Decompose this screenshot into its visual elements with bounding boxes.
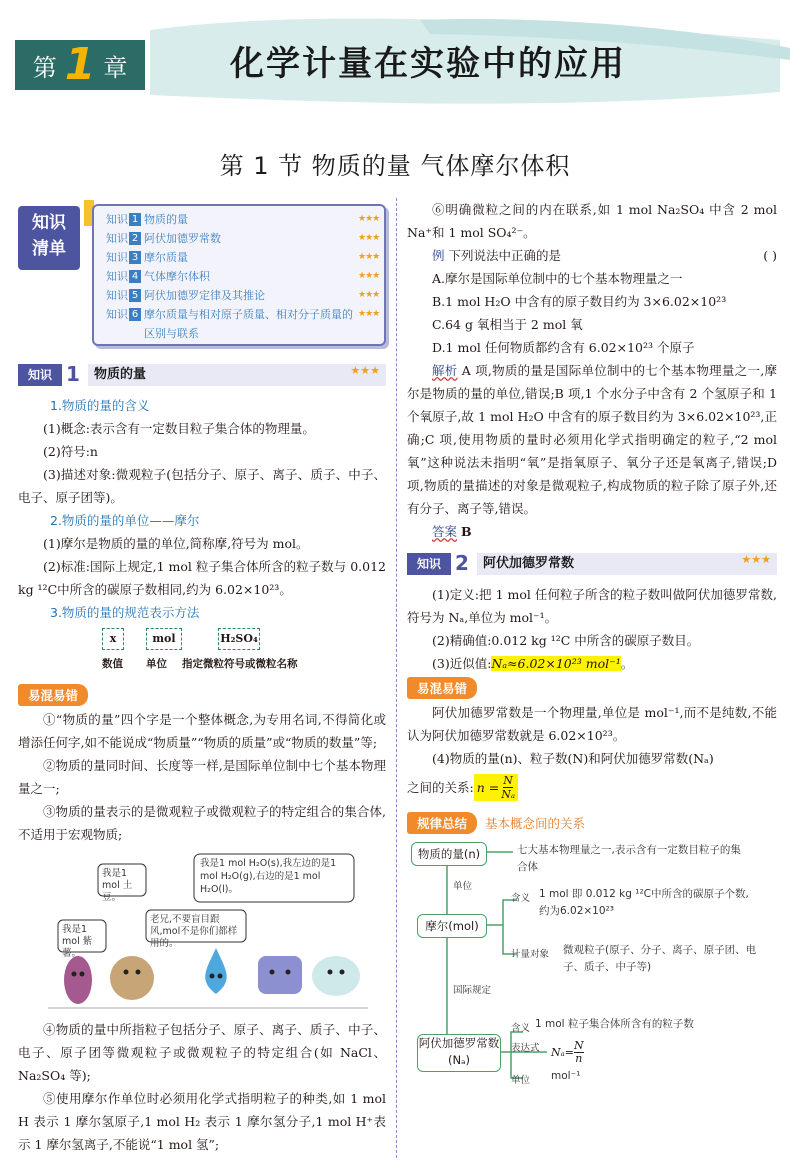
summary-tag: 规律总结 xyxy=(407,812,477,834)
item-number: 5 xyxy=(129,289,141,302)
knowledge-list-tag xyxy=(18,206,80,270)
knowledge-list-tag-line2: 清单 xyxy=(32,239,66,259)
approx-prefix: (3)近似值: xyxy=(432,656,492,671)
expression-denominator: n xyxy=(575,1052,583,1065)
speech-bubble-text: 老兄,不要盲目跟风,mol不是你们都样用的。 xyxy=(150,914,238,949)
concept-box-mole: 摩尔(mol) xyxy=(417,914,487,938)
knowledge-2-heading xyxy=(407,551,777,577)
item-number: 2 xyxy=(129,232,141,245)
chapter-prefix: 第 xyxy=(32,53,57,82)
star-rating-icon: ★★★ xyxy=(741,553,771,566)
connector-label: 单位 xyxy=(453,881,473,892)
connector-label: 计量对象 xyxy=(511,949,550,960)
paragraph: ⑥明确微粒之间的内在联系,如 1 mol Na₂SO₄ 中含 2 mol Na⁺和 1 mol SO₄²⁻。 xyxy=(407,202,777,240)
item-prefix: 知识 xyxy=(106,289,128,302)
section-title: 第 1 节 物质的量 气体摩尔体积 xyxy=(219,152,571,180)
item-title: 阿伏加德罗常数 xyxy=(144,232,221,245)
paragraph: 阿伏加德罗常数是一个物理量,单位是 mol⁻¹,而不是纯数,不能认为阿伏加德罗常数就是 6.02×10²³。 xyxy=(407,705,777,743)
speech-bubble-text: 我是1 mol 土豆。 xyxy=(102,868,133,903)
concept-description: mol⁻¹ xyxy=(551,1070,581,1082)
chapter-number: 1 xyxy=(64,39,96,90)
summary-title: 基本概念间的关系 xyxy=(485,816,586,831)
knowledge-list xyxy=(18,198,386,348)
subheading: 2.物质的量的单位——摩尔 xyxy=(50,513,200,528)
speech-bubble-text: 我是1 mol 紫薯。 xyxy=(62,924,93,959)
connector-label: 含义 xyxy=(511,1023,531,1034)
connector-label: 表达式 xyxy=(511,1043,540,1054)
star-rating-icon: ★★★ xyxy=(358,252,380,262)
answer-label: 答案 xyxy=(432,524,458,539)
concept-description: 微观粒子(原子、分子、离子、原子团、电子、质子、中子等) xyxy=(563,944,757,973)
option-d: D.1 mol 任何物质都约含有 6.02×10²³ 个原子 xyxy=(432,340,695,355)
star-rating-icon: ★★★ xyxy=(358,233,380,243)
option-a: A.摩尔是国际单位制中的七个基本物理量之一 xyxy=(432,271,683,286)
connector-label: 国际规定 xyxy=(453,985,492,996)
quantity-notation-diagram xyxy=(18,628,386,676)
star-rating-icon: ★★★ xyxy=(358,214,380,224)
item-title: 气体摩尔体积 xyxy=(144,270,210,283)
knowledge-tag: 知识 xyxy=(18,364,62,386)
answer xyxy=(407,520,777,543)
knowledge-list-item[interactable] xyxy=(94,305,384,343)
paragraph: ①“物质的量”四个字是一个整体概念,为专用名词,不得简化或增添任何字,如不能说成“物质量”“物质的质量”或“物质的数量”等; xyxy=(18,712,386,750)
paragraph: ④物质的量中所指粒子包括分子、原子、离子、质子、中子、电子、原子团等微观粒子或微观粒子的特定组合(如 NaCl、Na₂SO₄ 等); xyxy=(18,1022,386,1083)
confusion-tag: 易混易错 xyxy=(18,684,88,706)
notation-box-unit: mol xyxy=(146,628,182,650)
subheading: 3.物质的量的规范表示方法 xyxy=(50,605,200,620)
knowledge-title: 阿伏加德罗常数 xyxy=(477,553,777,575)
column-divider xyxy=(396,198,397,1158)
item-prefix: 知识 xyxy=(106,232,128,245)
paragraph: ②物质的量同时间、长度等一样,是国际单位制中七个基本物理量之一; xyxy=(18,758,386,796)
analysis-text: A 项,物质的量是国际单位制中的七个基本物理量之一,摩尔是物质的量的单位,错误;B 项,1 个水分子中含有 2 个氢原子和 1 个氧原子,故 1 mol H₂O 中含有的原子数目约为 3×6.02×10²³,正确;C 项,使用物质的量时必须用化学式指明确定的粒子,“2 mol 氧”这种说法未指明“氧”是指氧原子、氧分子还是氧离子,错误;D 项,物质的量描述的对象是微观粒子,构成物质的粒子除了原子外,还有分子、离子等,错误。 xyxy=(407,363,777,516)
concept-description: 七大基本物理量之一,表示含有一定数目粒子的集合体 xyxy=(517,844,741,873)
notation-label-unit: 单位 xyxy=(146,658,167,670)
concept-description: 1 mol 即 0.012 kg ¹²C中所含的碳原子个数,约为6.02×10²³ xyxy=(539,888,749,917)
item-number: 4 xyxy=(129,270,141,283)
item-title: 阿伏加德罗定律及其推论 xyxy=(144,289,265,302)
chapter-number-tag xyxy=(15,40,145,90)
expression-left: Nₐ= xyxy=(551,1046,574,1059)
paragraph: (3)描述对象:微观粒子(包括分子、原子、离子、质子、中子、电子、原子团等)。 xyxy=(18,467,386,505)
confusion-tag: 易混易错 xyxy=(407,677,477,699)
knowledge-list-item[interactable] xyxy=(94,229,384,248)
chapter-suffix: 章 xyxy=(103,53,128,82)
paragraph: (2)符号:n xyxy=(43,444,98,459)
star-rating-icon: ★★★ xyxy=(358,271,380,281)
knowledge-number: 2 xyxy=(455,551,469,575)
left-column xyxy=(18,198,386,1156)
approx-suffix: 。 xyxy=(620,656,634,671)
star-rating-icon: ★★★ xyxy=(358,290,380,300)
star-rating-icon: ★★★ xyxy=(358,309,380,319)
notation-box-particle: H₂SO₄ xyxy=(218,628,260,650)
knowledge-tag: 知识 xyxy=(407,553,451,575)
item-title: 摩尔质量 xyxy=(144,251,188,264)
cartoon-illustration xyxy=(18,852,386,1012)
item-title: 摩尔质量与相对原子质量、相对分子质量的区别与联系 xyxy=(144,308,353,340)
item-number: 3 xyxy=(129,251,141,264)
notation-label-value: 数值 xyxy=(102,658,123,670)
option-c: C.64 g 氧相当于 2 mol 氧 xyxy=(432,317,583,332)
answer-blank: ( ) xyxy=(763,248,777,263)
formula-denominator: Nₐ xyxy=(501,787,515,801)
concept-box-avogadro: 阿伏加德罗常数(Nₐ) xyxy=(417,1034,501,1072)
expression-numerator: N xyxy=(573,1039,584,1052)
highlighted-value: Nₐ≈6.02×10²³ mol⁻¹ xyxy=(491,656,621,671)
item-number: 6 xyxy=(129,308,141,321)
formula-intro: 之间的关系: xyxy=(407,779,474,795)
knowledge-list-item[interactable] xyxy=(94,267,384,286)
knowledge-list-item[interactable] xyxy=(94,210,384,229)
paragraph: ⑤使用摩尔作单位时必须用化学式指明粒子的种类,如 1 mol H 表示 1 摩尔氢原子,1 mol H₂ 表示 1 摩尔氢分子,1 mol H⁺表示 1 摩尔氢离子,不能说“1 mol 氢”; xyxy=(18,1091,386,1152)
item-number: 1 xyxy=(129,213,141,226)
formula xyxy=(474,774,518,801)
formula-fraction xyxy=(501,774,515,801)
analysis xyxy=(407,359,777,520)
relation-formula-line xyxy=(407,770,777,804)
paragraph: (1)概念:表示含有一定数目粒子集合体的物理量。 xyxy=(43,421,315,436)
knowledge-list-item[interactable] xyxy=(94,248,384,267)
paragraph: ③物质的量表示的是微观粒子或微观粒子的特定组合的集合体,不适用于宏观物质; xyxy=(18,804,386,842)
paragraph: (2)精确值:0.012 kg ¹²C 中所含的碳原子数目。 xyxy=(432,633,700,648)
paragraph: (1)定义:把 1 mol 任何粒子所含的粒子数叫做阿伏加德罗常数,符号为 Nₐ,单位为 mol⁻¹。 xyxy=(407,587,777,625)
option-b: B.1 mol H₂O 中含有的原子数目约为 3×6.02×10²³ xyxy=(432,294,727,309)
connector-label: 单位 xyxy=(511,1075,531,1086)
chapter-header xyxy=(0,0,790,115)
speech-bubble-text: 我是1 mol H₂O(s),我左边的是1 mol H₂O(g),右边的是1 mol H₂O(l)。 xyxy=(200,858,337,895)
expression xyxy=(551,1040,584,1065)
notation-label-particle: 指定微粒符号或微粒名称 xyxy=(182,658,298,670)
knowledge-number: 1 xyxy=(66,362,80,386)
item-prefix: 知识 xyxy=(106,251,128,264)
concept-box-amount: 物质的量(n) xyxy=(411,842,487,866)
item-prefix: 知识 xyxy=(106,213,128,226)
concept-map xyxy=(407,842,777,1102)
knowledge-list-items xyxy=(92,204,386,346)
paragraph: (2)标准:国际上规定,1 mol 粒子集合体所含的粒子数与 0.012 kg ¹²C中所含的碳原子数相同,约为 6.02×10²³。 xyxy=(18,559,386,597)
example-text: 下列说法中正确的是 xyxy=(448,248,562,263)
analysis-label: 解析 xyxy=(432,363,458,378)
notation-box-value: x xyxy=(102,628,124,650)
item-title: 物质的量 xyxy=(144,213,188,226)
example-label: 例 xyxy=(432,248,445,263)
knowledge-list-item[interactable] xyxy=(94,286,384,305)
right-column xyxy=(407,198,777,1102)
paragraph: (4)物质的量(n)、粒子数(N)和阿伏加德罗常数(Nₐ) xyxy=(432,751,714,766)
example-question xyxy=(407,244,777,267)
paragraph: (1)摩尔是物质的量的单位,简称摩,符号为 mol。 xyxy=(43,536,309,551)
item-prefix: 知识 xyxy=(106,270,128,283)
expression-fraction xyxy=(574,1040,584,1065)
paragraph xyxy=(407,652,777,675)
formula-left: n = xyxy=(476,779,500,795)
connector-label: 含义 xyxy=(511,893,531,904)
knowledge-1-heading xyxy=(18,362,386,388)
concept-description: 1 mol 粒子集合体所含有的粒子数 xyxy=(535,1018,694,1030)
star-rating-icon: ★★★ xyxy=(350,364,380,377)
subheading: 1.物质的量的含义 xyxy=(50,398,150,413)
knowledge-title: 物质的量 xyxy=(88,364,386,386)
knowledge-list-tag-line1: 知识 xyxy=(32,213,66,233)
chapter-title: 化学计量在实验中的应用 xyxy=(230,44,626,84)
item-prefix: 知识 xyxy=(106,308,128,321)
answer-value: B xyxy=(461,524,472,539)
formula-numerator: N xyxy=(503,773,513,787)
